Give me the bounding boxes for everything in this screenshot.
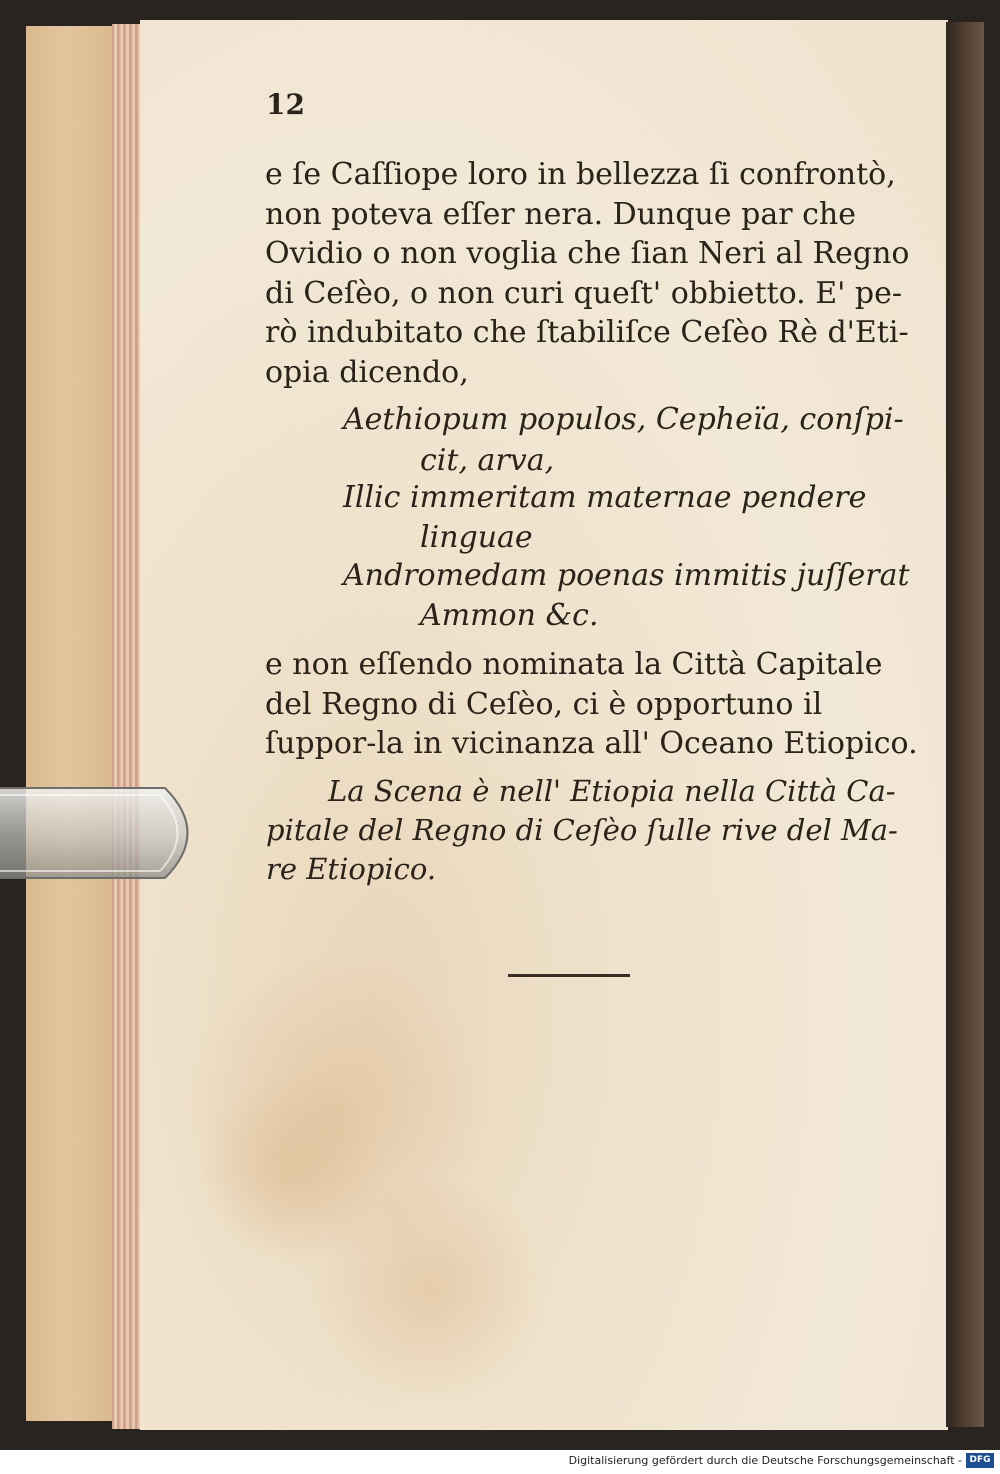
page-number: 12 [266, 88, 305, 121]
paragraph-setting [265, 645, 918, 764]
glass-page-holder [0, 783, 205, 883]
verse-line: Andromedam poenas immitis juſſerat [343, 558, 910, 593]
text-line: e ſe Caſſiope loro in bellezza ſi confrontò, [265, 157, 896, 192]
book-spine-shadow [946, 22, 984, 1427]
book-cover-board [26, 26, 126, 1421]
text-line: opia dicendo, [265, 354, 469, 390]
text-line: di Ceſèo, o non curi queſt' obbietto. E' pe- [265, 275, 903, 311]
text-line: non poteva eſſer nera. Dunque par che [265, 196, 857, 232]
dfg-logo: DFG [966, 1453, 994, 1468]
paper-stain [190, 1080, 390, 1260]
scene-line: La Scena è nell' Etiopia nella Città Ca- [328, 774, 896, 808]
paragraph-intro [265, 155, 910, 392]
text-line: del Regno di Ceſèo, ci è opportuno il [265, 686, 823, 722]
verse-line: cit, arva, [420, 443, 555, 478]
footer-bar [0, 1450, 1000, 1474]
verse-line: Aethiopum populos, Cepheïa, conſpi- [343, 402, 904, 437]
scene-line: re Etiopico. [266, 852, 437, 886]
verse-line: Ammon &c. [420, 598, 599, 633]
text-line: ſuppor-la in vicinanza all' Oceano Etiopico. [265, 726, 918, 761]
scene-line: pitale del Regno di Ceſèo ſulle rive del Ma- [266, 813, 898, 847]
text-line: rò indubitato che ſtabiliſce Ceſèo Rè d'Eti- [265, 315, 909, 350]
funding-credit: Digitalisierung gefördert durch die Deutsche Forschungsgemeinschaft - [568, 1454, 962, 1467]
section-divider [508, 974, 630, 977]
text-line: Ovidio o non voglia che ſian Neri al Regno [265, 236, 910, 271]
verse-line: Illic immeritam maternae pendere [343, 480, 867, 515]
text-line: e non eſſendo nominata la Città Capitale [265, 647, 883, 682]
verse-line: linguae [420, 520, 533, 555]
